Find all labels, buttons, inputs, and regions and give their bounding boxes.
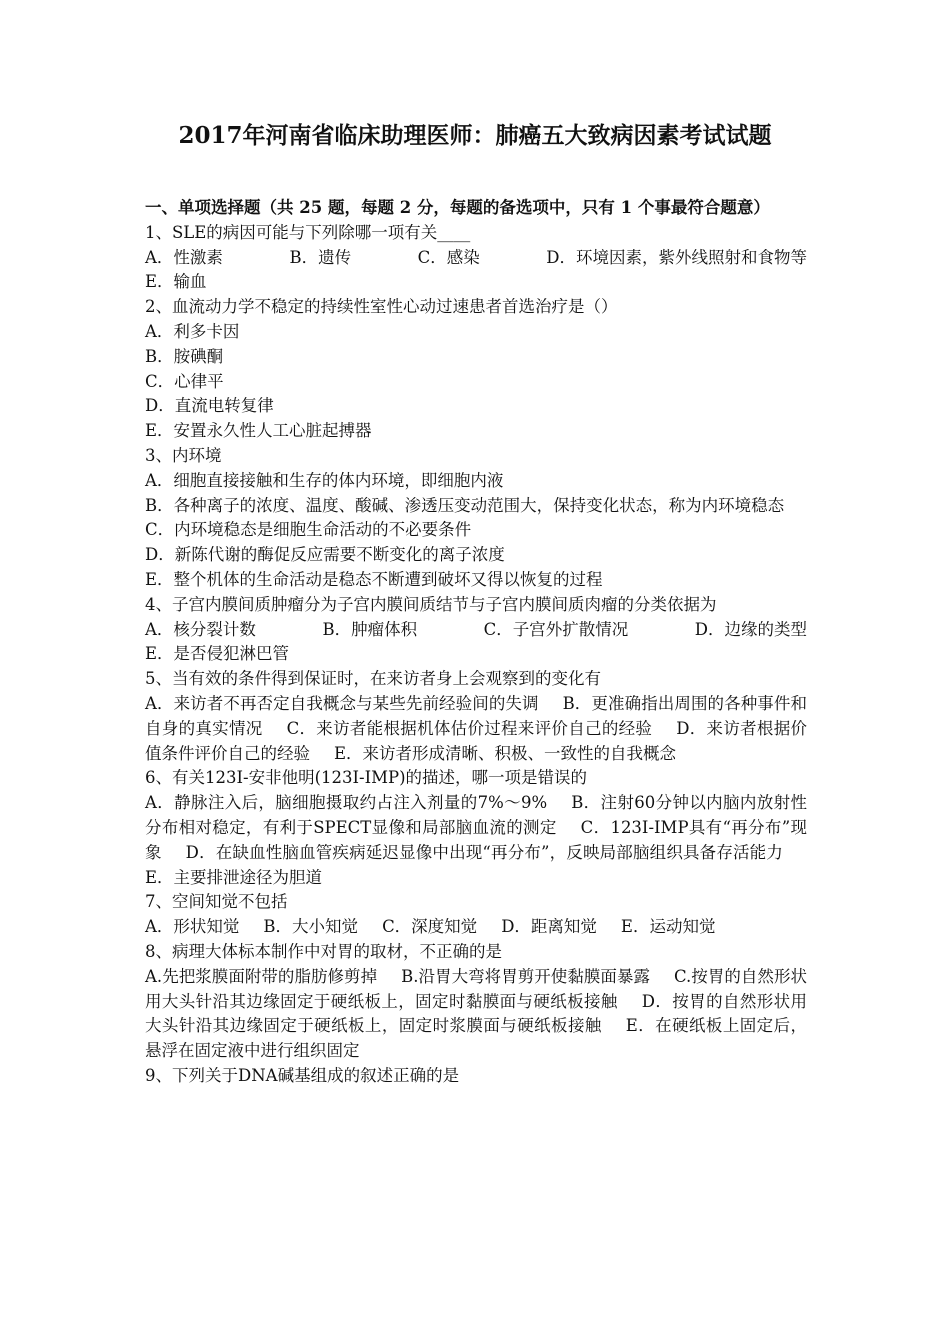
- question-4-option-a: A．核分裂计数: [145, 619, 256, 639]
- question-1-option-d: D．环境因素，紫外线照射和食物等: [546, 247, 807, 267]
- question-2-option-a: A．利多卡因: [145, 321, 240, 341]
- document-title: 2017年河南省临床助理医师：肺癌五大致病因素考试试题: [178, 122, 772, 149]
- question-6-option-c: C．123I-IMP具有“再分布”现象: [145, 817, 807, 862]
- question-8-option-e: E．在硬纸板上固定后，悬浮在固定液中进行组织固定: [145, 1016, 808, 1061]
- question-6-option-d: D．在缺血性脑血管疾病延迟显像中出现“再分布”，反映局部脑组织具备存活能力: [185, 842, 783, 862]
- question-2-option-d: D．直流电转复律: [145, 396, 274, 416]
- question-3-stem: 3、内环境: [145, 445, 222, 465]
- question-3-option-c: C．内环境稳态是细胞生命活动的不必要条件: [145, 520, 472, 540]
- question-6-stem: 6、有关123I-安非他明(123I-IMP)的描述，哪一项是错误的: [145, 768, 588, 788]
- question-2-option-b: B．胺碘酮: [145, 346, 224, 366]
- question-1-stem: 1、SLE的病因可能与下列除哪一项有关____: [145, 222, 471, 242]
- question-7-option-c: C．深度知觉: [382, 917, 478, 937]
- question-1-option-a: A．性激素: [145, 247, 223, 267]
- question-5-option-c: C．来访者能根据机体估价过程来评价自己的经验: [286, 718, 653, 738]
- question-2-stem: 2、血流动力学不稳定的持续性室性心动过速患者首选治疗是（）: [145, 297, 618, 317]
- question-5-option-a: A．来访者不再否定自我概念与某些先前经验间的失调: [145, 693, 539, 713]
- question-1-options-row: [145, 246, 807, 271]
- question-6-option-e: E．主要排泄途径为胆道: [145, 867, 323, 887]
- question-3-option-d: D．新陈代谢的酶促反应需要不断变化的离子浓度: [145, 545, 505, 565]
- question-8-option-a: A.先把浆膜面附带的脂肪修剪掉: [145, 966, 378, 986]
- question-4-options-row: [145, 618, 807, 643]
- question-6-options: [145, 791, 807, 890]
- question-7-option-b: B．大小知觉: [263, 917, 359, 937]
- question-9-stem: 9、下列关于DNA碱基组成的叙述正确的是: [145, 1065, 460, 1085]
- section-heading: 一、单项选择题（共 25 题，每题 2 分，每题的备选项中，只有 1 个事最符合题意）: [145, 198, 770, 217]
- question-1-option-b: B．遗传: [289, 247, 352, 267]
- question-7-options: [145, 915, 807, 940]
- question-4-option-c: C．子宫外扩散情况: [483, 619, 629, 639]
- question-8-option-b: B.沿胃大弯将胃剪开使黏膜面暴露: [401, 966, 650, 986]
- question-7-stem: 7、空间知觉不包括: [145, 892, 288, 912]
- question-5-stem: 5、当有效的条件得到保证时，在来访者身上会观察到的变化有: [145, 669, 601, 689]
- question-4-option-b: B．肿瘤体积: [322, 619, 418, 639]
- question-5-option-e: E．来访者形成清晰、积极、一致性的自我概念: [334, 743, 677, 763]
- question-6-option-b: B．注射60分钟以内脑内放射性分布相对稳定，有利于SPECT显像和局部脑血流的测定: [145, 793, 807, 837]
- question-4-option-e: E．是否侵犯淋巴管: [145, 644, 290, 664]
- question-8-stem: 8、病理大体标本制作中对胃的取材，不正确的是: [145, 941, 502, 961]
- question-7-option-e: E．运动知觉: [620, 917, 716, 937]
- question-2-option-e: E．安置永久性人工心脏起搏器: [145, 421, 372, 441]
- question-2-option-c: C．心律平: [145, 371, 224, 391]
- question-content: [145, 196, 807, 1089]
- question-3-option-a: A．细胞直接接触和生存的体内环境，即细胞内液: [145, 470, 504, 490]
- question-8-options: [145, 965, 807, 1064]
- question-8-option-d: D．按胃的自然形状用大头针沿其边缘固定于硬纸板上，固定时浆膜面与硬纸板接触: [145, 991, 807, 1036]
- question-6-option-a: A．静脉注入后，脑细胞摄取约占注入剂量的7%～9%: [145, 793, 548, 813]
- question-5-option-d: D．来访者根据价值条件评价自己的经验: [145, 718, 808, 763]
- question-5-option-b: B．更准确指出周围的各种事件和自身的真实情况: [145, 693, 807, 738]
- question-7-option-a: A．形状知觉: [145, 917, 240, 937]
- question-3-option-b: B．各种离子的浓度、温度、酸碱、渗透压变动范围大，保持变化状态，称为内环境稳态: [145, 495, 785, 515]
- question-8-option-c: C.按胃的自然形状用大头针沿其边缘固定于硬纸板上，固定时黏膜面与硬纸板接触: [145, 966, 807, 1011]
- question-3-option-e: E．整个机体的生命活动是稳态不断遭到破坏又得以恢复的过程: [145, 569, 603, 589]
- question-4-stem: 4、子宫内膜间质肿瘤分为子宫内膜间质结节与子宫内膜间质肉瘤的分类依据为: [145, 594, 717, 614]
- question-5-options: [145, 692, 807, 766]
- question-4-option-d: D．边缘的类型: [694, 619, 807, 639]
- question-1-option-c: C．感染: [417, 247, 480, 267]
- question-1-option-e: E．输血: [145, 272, 207, 292]
- question-7-option-d: D．距离知觉: [501, 917, 597, 937]
